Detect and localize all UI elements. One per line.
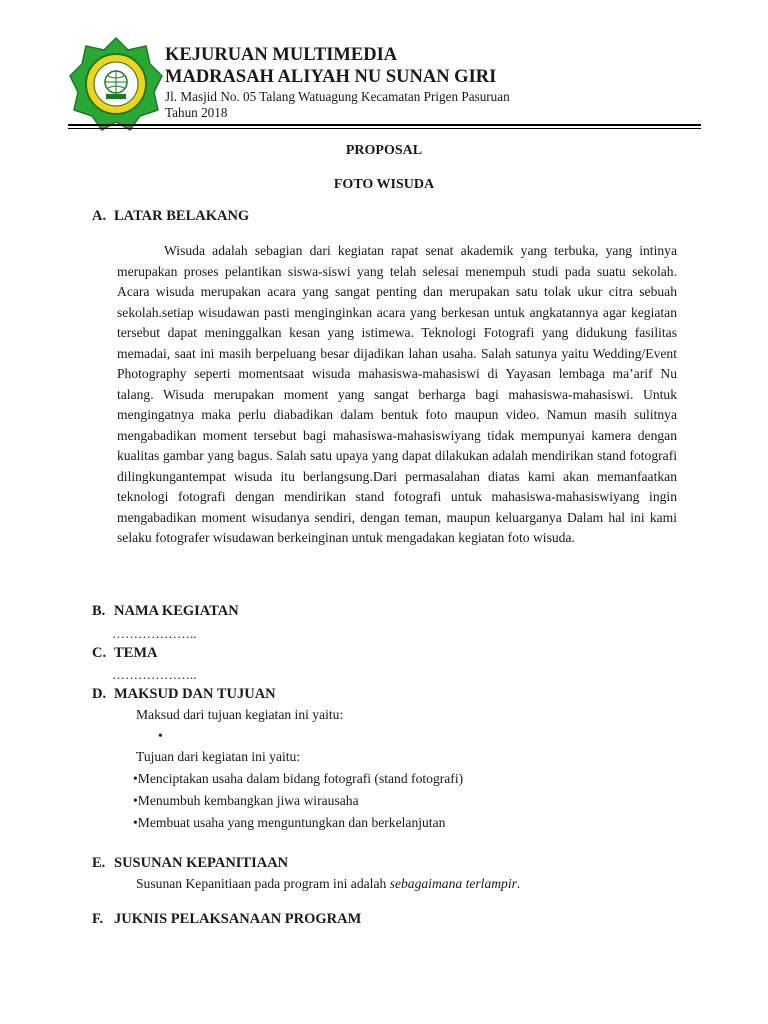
maksud-bullet: • <box>158 728 163 743</box>
section-title: MAKSUD DAN TUJUAN <box>114 686 276 702</box>
section-letter: C. <box>92 645 107 661</box>
section-a-heading <box>92 208 249 225</box>
tujuan-item: •Menumbuh kembangkan jiwa wirausaha <box>133 793 359 808</box>
section-e-heading <box>92 855 288 872</box>
section-letter: B. <box>92 603 106 619</box>
tujuan-item: •Membuat usaha yang menguntungkan dan berkelanjutan <box>133 815 446 830</box>
susunan-italic: sebagaimana terlampir <box>389 876 517 891</box>
section-title: SUSUNAN KEPANITIAAN <box>114 855 289 871</box>
school-name: MADRASAH ALIYAH NU SUNAN GIRI <box>165 67 497 87</box>
maksud-intro: Maksud dari tujuan kegiatan ini yaitu: <box>136 707 344 722</box>
section-letter: E. <box>92 855 106 871</box>
section-b-heading <box>92 603 239 620</box>
section-d-heading <box>92 686 276 703</box>
susunan-text <box>136 876 520 892</box>
section-letter: F. <box>92 911 104 927</box>
department-title: KEJURUAN MULTIMEDIA <box>165 45 398 65</box>
section-title: TEMA <box>114 645 158 661</box>
header-year: Tahun 2018 <box>165 105 228 120</box>
tujuan-intro: Tujuan dari kegiatan ini yaitu: <box>136 749 301 764</box>
section-title: NAMA KEGIATAN <box>114 603 239 619</box>
header-rule-thick <box>68 124 701 126</box>
section-letter: A. <box>92 208 107 224</box>
latar-belakang-paragraph: Wisuda adalah sebagian dari kegiatan rapat senat akademik yang terbuka, yang intinya merupakan proses pelantikan siswa-siswi yang telah selesai menempuh studi pada suatu sekolah. Acara wisuda merupakan acara yang sangat penting dan merupakan satu tolak ukur citra sebuah sekolah.setiap wisudawan pasti menginginkan acara yang berkesan untuk angkatannya agar kegiatan tersebut dapat meninggalkan kesan yang istimewa. Teknologi Fotografi yang didukung fasilitas memadai, saat ini masih berpeluang besar dijadikan lahan usaha. Salah satunya yaitu Wedding/Event Photography seperti momentsaat wisuda mahasiswa-mahasiswi di Yayasan lembaga ma’arif Nu talang. Wisuda merupakan moment yang sangat berharga bagi mahasiswa-mahasiswi. Untuk mengingatnya maka perlu diabadikan dalam bentuk foto maupun video. Namun masih sulitnya mengabadikan moment tersebut bagi mahasiswa-mahasiswiyang tidak mempunyai kamera dengan kualitas gambar yang bagus. Salah satu upaya yang dapat dilakukan adalah mendirikan stand fotografi dilingkungantempat wisuda itu berlangsung.Dari permasalahan diatas kami akan memanfaatkan teknologi fotografi dengan mendirikan stand fotografi untuk mahasiswa-mahasiswiyang ingin mengabadikan moment wisudanya sendiri, dengan teman, maupun keluarganya Dalam hal ini kami selaku fotografer wisudawan berkeinginan untuk mengadakan kegiatan foto wisuda. <box>117 243 677 545</box>
section-c-heading <box>92 645 158 662</box>
section-title: JUKNIS PELAKSANAAN PROGRAM <box>114 911 362 927</box>
tujuan-item: •Menciptakan usaha dalam bidang fotografi (stand fotografi) <box>133 771 464 786</box>
nama-kegiatan-value: ……………….. <box>112 626 197 641</box>
section-letter: D. <box>92 686 107 702</box>
document-title: PROPOSAL <box>345 143 423 158</box>
susunan-end: . <box>516 876 521 891</box>
header-rule-thin <box>68 128 701 129</box>
section-f-heading <box>92 911 361 928</box>
tema-value: ……………….. <box>112 667 197 682</box>
susunan-plain: Susunan Kepanitiaan pada program ini adalah <box>136 876 390 891</box>
school-emblem-icon <box>68 36 164 132</box>
section-title: LATAR BELAKANG <box>114 208 250 224</box>
school-address: Jl. Masjid No. 05 Talang Watuagung Kecamatan Prigen Pasuruan <box>165 89 510 104</box>
document-subtitle: FOTO WISUDA <box>333 177 435 192</box>
